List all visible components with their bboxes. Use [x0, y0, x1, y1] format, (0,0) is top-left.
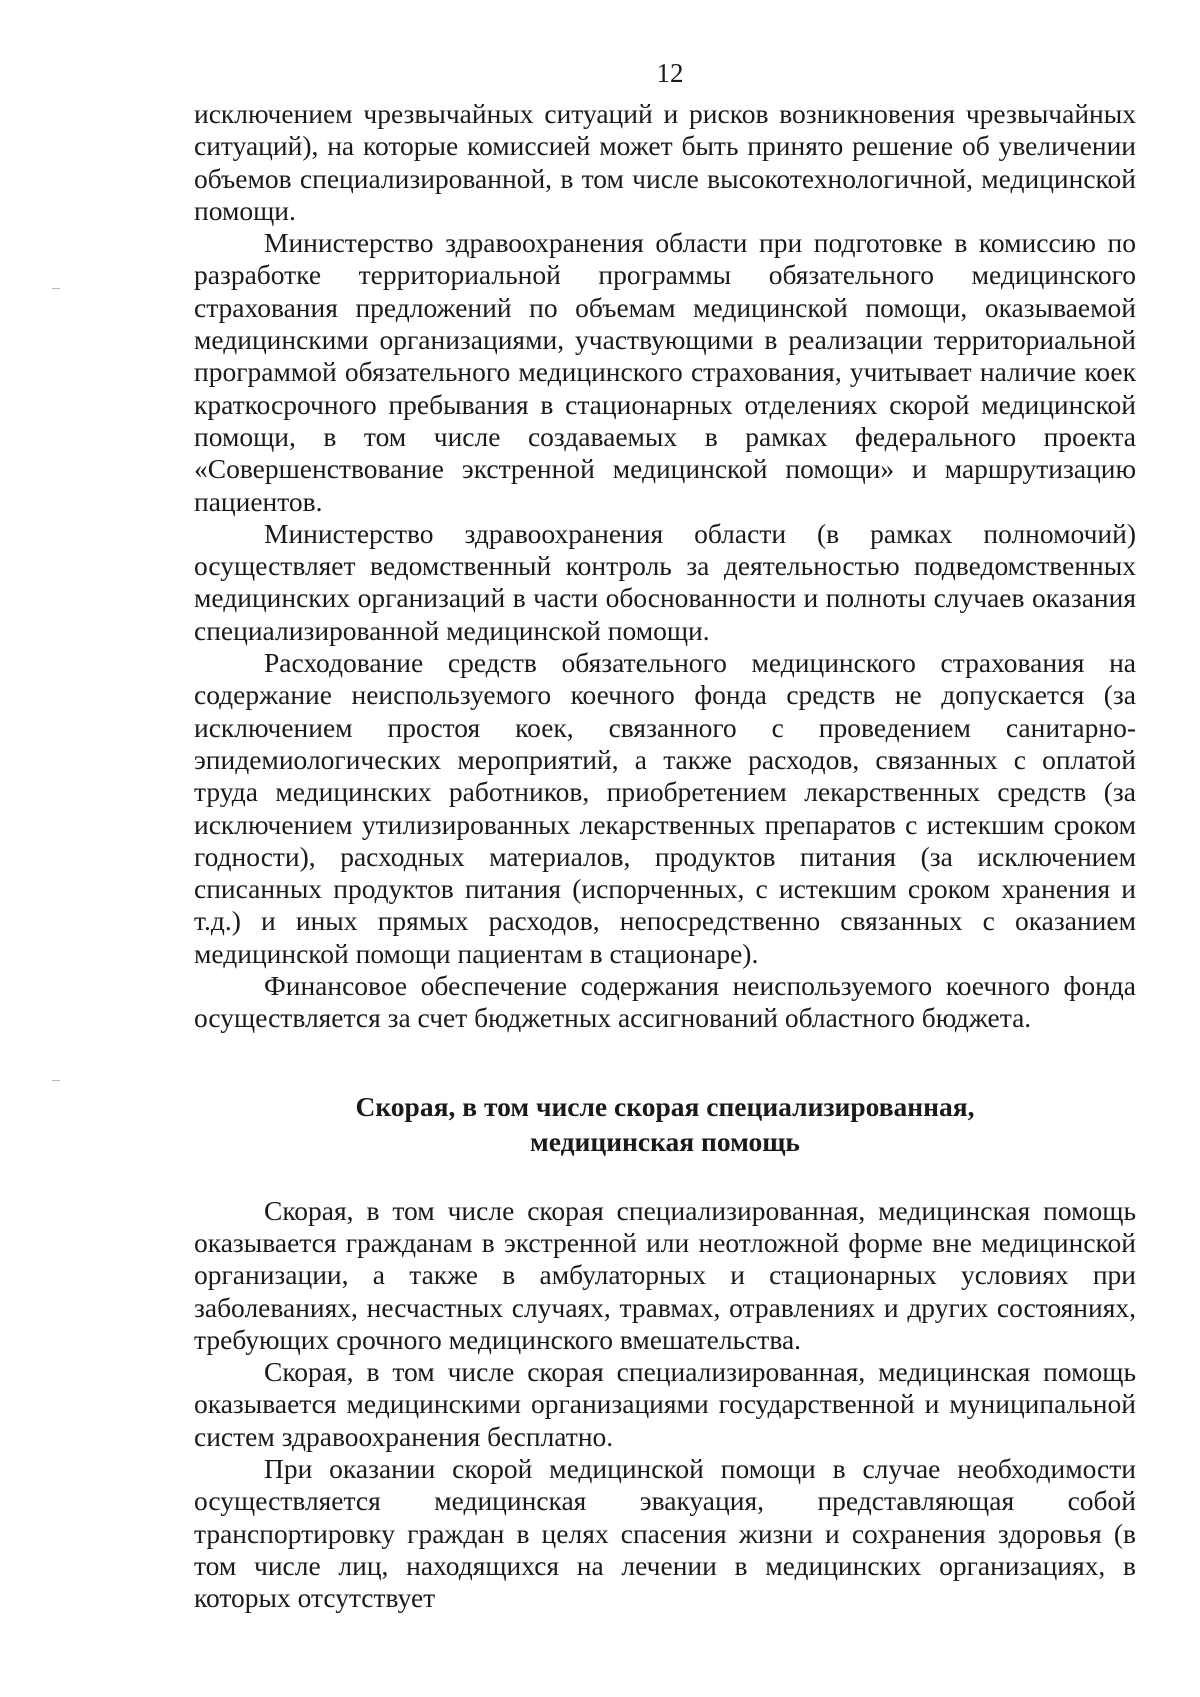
paragraph-ministry-proposals: Министерство здравоохранения области при подготовке в комиссию по разработке территориальной программы обязательного медицинского страхования предложений по объемам медицинской помощи, оказываемой медицинскими организациями, участвующими в реализации территориальной программой обязательного медицинского страхования, учитывает наличие коек краткосрочного пребывания в стационарных отделениях скорой медицинской помощи, в том числе создаваемых в рамках федерального проекта «Совершенствование экстренной медицинской помощи» и маршрутизацию пациентов. — [194, 227, 1136, 517]
margin-scan-mark — [52, 288, 60, 289]
paragraph-medical-evacuation: При оказании скорой медицинской помощи в случае необходимости осуществляется медицинская эвакуация, представляющая собой транспортировку граждан в целях спасения жизни и сохранения здоровья (в том числе лиц, находящихся на лечении в медицинских организациях, в которых отсутствует — [194, 1452, 1136, 1614]
paragraph-emergency-care-definition: Скорая, в том числе скорая специализированная, медицинская помощь оказывается гражданам в экстренной или неотложной форме вне медицинской организации, а также в амбулаторных и стационарных условиях при заболеваниях, несчастных случаях, травмах, отравлениях и других состояниях, требующих срочного медицинского вмешательства. — [194, 1194, 1136, 1355]
paragraph-emergency-care-free: Скорая, в том числе скорая специализированная, медицинская помощь оказывается медицинскими организациями государственной и муниципальной систем здравоохранения бесплатно. — [194, 1356, 1136, 1452]
paragraph-spending-restrictions: Расходование средств обязательного медицинского страхования на содержание неиспользуемого коечного фонда средств не допускается (за исключением простоя коек, связанного с проведением санитарно-эпидемиологических мероприятий, а также расходов, связанных с оплатой труда медицинских работников, приобретением лекарственных средств (за исключением утилизированных лекарственных препаратов с истекшим сроком годности), расходных материалов, продуктов питания (за исключением списанных продуктов питания (испорченных, с истекшим сроком хранения и т.д.) и иных прямых расходов, непосредственно связанных с оказанием медицинской помощи пациентам в стационаре). — [194, 647, 1136, 969]
page-number: 12 — [656, 58, 684, 88]
section-heading-line-2: медицинская помощь — [530, 1125, 800, 1157]
paragraph-continuation: исключением чрезвычайных ситуаций и рисков возникновения чрезвычайных ситуаций), на которые комиссией может быть принято решение об увеличении объемов специализированной, в том числе высокотехнологичной, медицинской помощи. — [194, 98, 1136, 226]
margin-scan-mark — [52, 1080, 60, 1081]
paragraph-departmental-control: Министерство здравоохранения области (в рамках полномочий) осуществляет ведомственный контроль за деятельностью подведомственных медицинских организаций в части обоснованности и полноты случаев оказания специализированной медицинской помощи. — [194, 517, 1136, 646]
document-body — [194, 98, 1136, 1614]
section-heading-line-1: Скорая, в том числе скорая специализированная, — [355, 1090, 975, 1122]
section-heading — [194, 1089, 1136, 1159]
paragraph-financing: Финансовое обеспечение содержания неиспользуемого коечного фонда осуществляется за счет бюджетных ассигнований областного бюджета. — [194, 970, 1136, 1034]
